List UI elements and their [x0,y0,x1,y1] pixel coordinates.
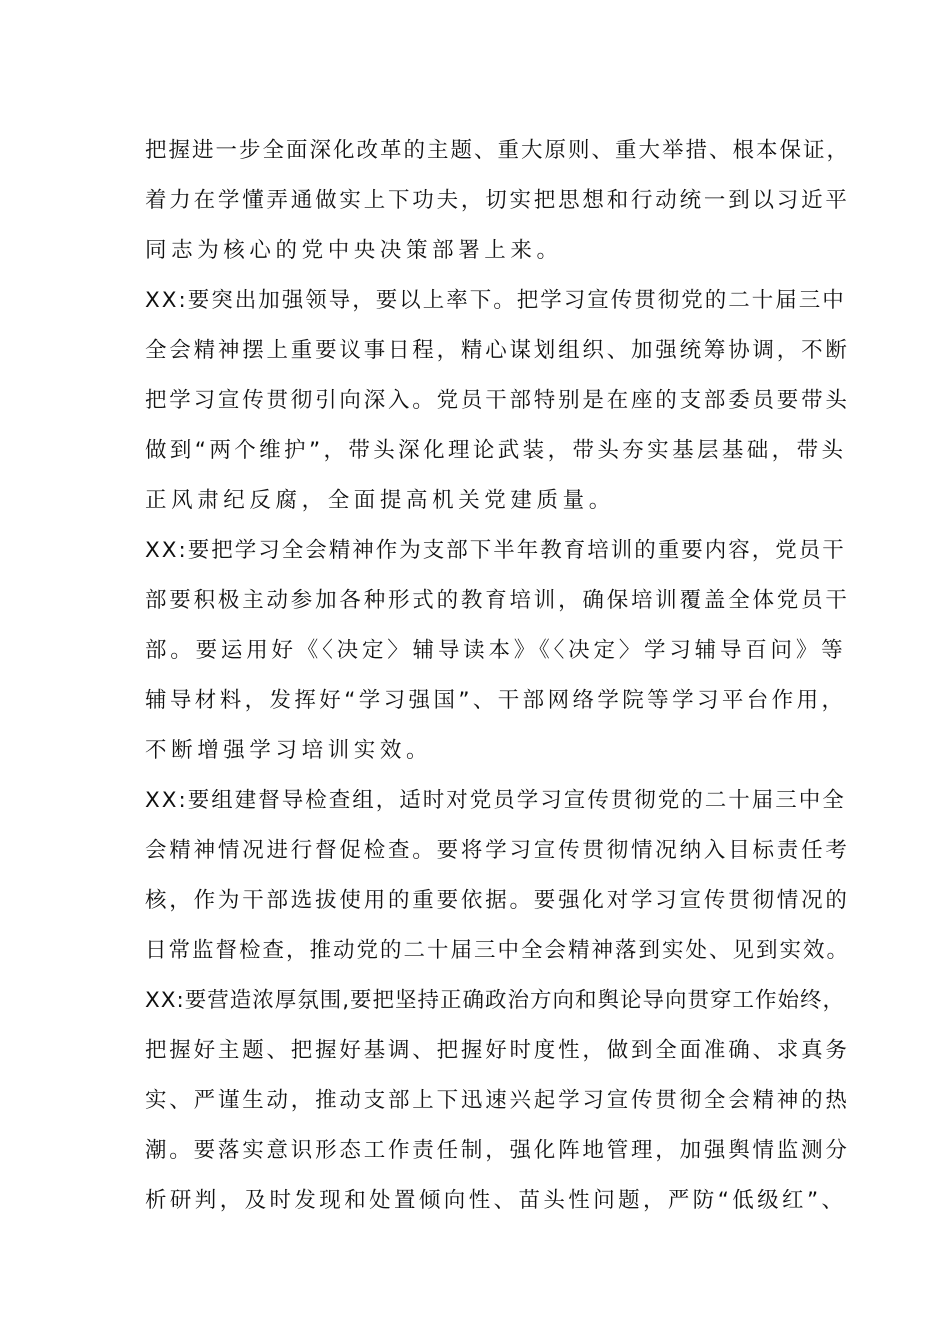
text-line: 同志为核心的党中央决策部署上来。 [145,238,563,263]
text-line: 全会精神摆上重要议事日程，精心谋划组织、加强统筹协调，不断 [145,338,850,363]
text-line: XX:要突出加强领导，要以上率下。把学习宣传贯彻党的二十届三中 [145,288,846,313]
text-line: 会精神情况进行督促检查。要将学习宣传贯彻情况纳入目标责任考 [145,838,850,863]
text-line: 部要积极主动参加各种形式的教育培训，确保培训覆盖全体党员干 [145,588,850,613]
text-line: 把学习宣传贯彻引向深入。党员干部特别是在座的支部委员要带头 [145,388,850,413]
text-line: 做到“两个维护”，带头深化理论武装，带头夯实基层基础，带头 [145,438,847,463]
text-line: 不断增强学习培训实效。 [145,738,433,763]
text-line: 部。要运用好《〈决定〉辅导读本》《〈决定〉学习辅导百问》等 [145,638,847,663]
text-line: 析研判，及时发现和处置倾向性、苗头性问题，严防“低级红”、 [145,1188,847,1213]
text-line: XX:要组建督导检查组，适时对党员学习宣传贯彻党的二十届三中全 [145,788,846,813]
text-line: XX:要营造浓厚氛围,要把坚持正确政治方向和舆论导向贯穿工作始终， [145,988,846,1013]
text-line: 把握进一步全面深化改革的主题、重大原则、重大举措、根本保证， [145,138,851,163]
text-line: 核，作为干部选拔使用的重要依据。要强化对学习宣传贯彻情况的 [145,888,850,913]
text-line: 把握好主题、把握好基调、把握好时度性，做到全面准确、求真务 [145,1038,850,1063]
text-line: 日常监督检查，推动党的二十届三中全会精神落到实处、见到实效。 [145,938,851,963]
text-line: 潮。要落实意识形态工作责任制，强化阵地管理，加强舆情监测分 [145,1138,850,1163]
text-line: 实、严谨生动，推动支部上下迅速兴起学习宣传贯彻全会精神的热 [145,1088,850,1113]
text-line: 着力在学懂弄通做实上下功夫，切实把思想和行动统一到以习近平 [145,188,850,213]
text-line: XX:要把学习全会精神作为支部下半年教育培训的重要内容，党员干 [145,538,846,563]
text-line: 正风肃纪反腐，全面提高机关党建质量。 [145,488,615,513]
text-line: 辅导材料，发挥好“学习强国”、干部网络学院等学习平台作用， [145,688,847,713]
